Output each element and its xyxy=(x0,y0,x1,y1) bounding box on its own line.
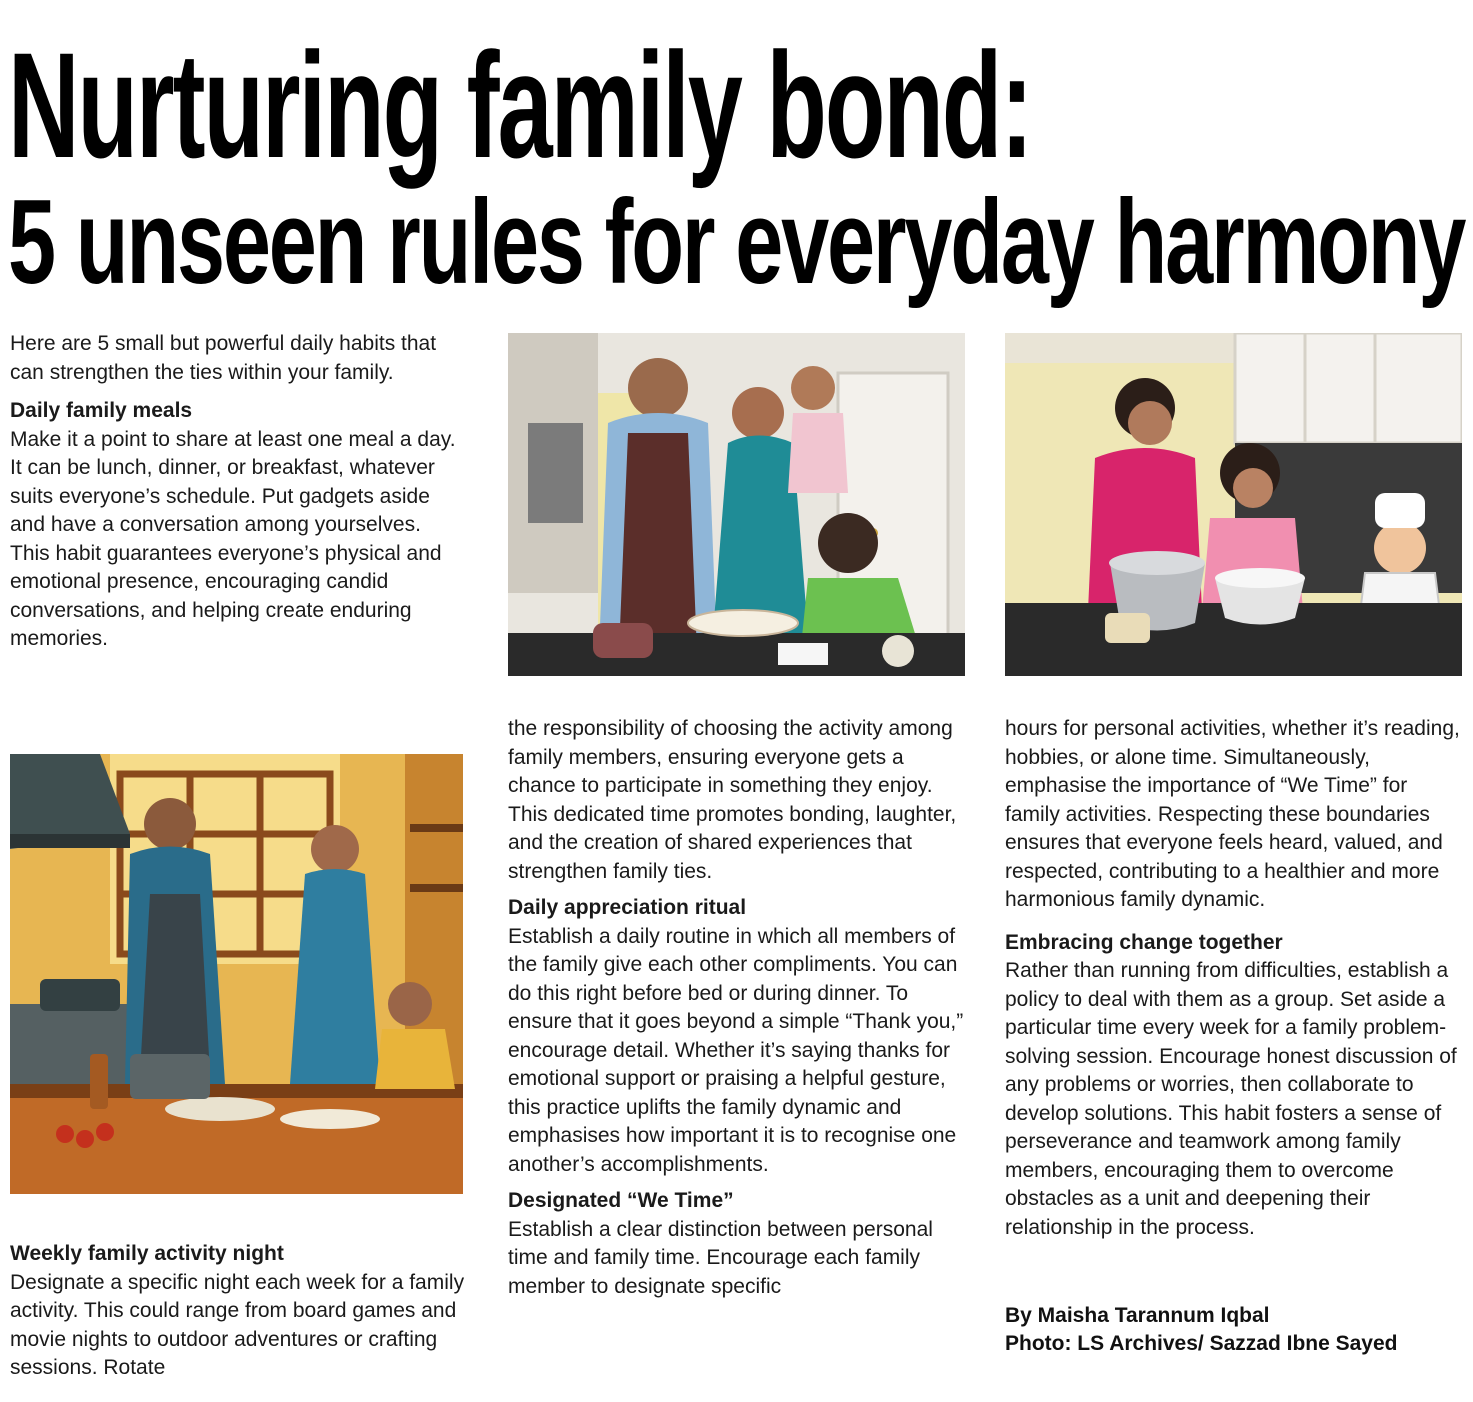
credits xyxy=(1005,1302,1398,1358)
baking-photo xyxy=(1005,333,1462,676)
byline: By Maisha Tarannum Iqbal xyxy=(1005,1304,1270,1327)
intro-text: Here are 5 small but powerful daily habits that can strengthen the ties within your family. xyxy=(10,332,437,384)
meals-body: Make it a point to share at least one meal a day. It can be lunch, dinner, or breakfast, whatever suits everyone’s schedule. Put gadgets aside and have a conversation among yourselves. This habit guarantees everyone’s physical and emotional presence, encouraging candid conversations, and helping create enduring memories. xyxy=(10,427,456,650)
family-kitchen-photo xyxy=(508,333,965,676)
headline-line-1: Nurturing family bond: xyxy=(8,21,1032,189)
headline-line-2: 5 unseen rules for everyday harmony xyxy=(8,175,1465,309)
column-3 xyxy=(1005,715,1465,1242)
change-body: Rather than running from difficulties, establish a policy to deal with them as a group. Set aside a particular time every week for a family problem-solving session. Encourage honest discussion of any problems or worries, then collaborate to develop solutions. This habit fosters a sense of perseverance and teamwork among family members, encouraging them to overcome obstacles as a unit and deepening their relationship in the process. xyxy=(1005,959,1457,1239)
activity-night-body-1: Designate a specific night each week for a family activity. This could range from board games and movie nights to outdoor adventures or crafting sessions. Rotate xyxy=(10,1270,465,1379)
appreciation-body: Establish a daily routine in which all members of the family give each other compliments. You can do this right before bed or during dinner. To ensure that it goes beyond a simple “Thank you,” encourage detail. Whether it’s saying thanks for emotional support or praising a helpful gesture, this practice uplifts the family dynamic and emphasises how important it is to recognise one another’s accomplishments. xyxy=(508,924,964,1176)
activity-night-body-2: the responsibility of choosing the activity among family members, ensuring everyone gets a chance to participate in something they enjoy. This dedicated time promotes bonding, laughter, and the creation of shared experiences that strengthen family ties. xyxy=(508,717,957,883)
meals-heading: Daily family meals xyxy=(10,399,193,422)
family-cooking-illustration xyxy=(10,754,463,1194)
column-1-bottom xyxy=(10,1240,465,1383)
we-time-body-1: Establish a clear distinction between personal time and family time. Encourage each family member to designate specific xyxy=(508,1217,933,1298)
change-heading: Embracing change together xyxy=(1005,930,1283,954)
we-time-heading: Designated “We Time” xyxy=(508,1189,734,1212)
column-1-top xyxy=(10,330,465,654)
appreciation-heading: Daily appreciation ritual xyxy=(508,896,747,919)
activity-night-heading: Weekly family activity night xyxy=(10,1242,284,1265)
we-time-body-2: hours for personal activities, whether it’s reading, hobbies, or alone time. Simultaneously, emphasise the importance of “We Time” for family activities. Respecting these boundaries ensures that everyone feels heard, valued, and respected, contributing to a healthier and more harmonious family dynamic. xyxy=(1005,717,1460,911)
column-2 xyxy=(508,715,968,1301)
photo-credit: Photo: LS Archives/ Sazzad Ibne Sayed xyxy=(1005,1332,1398,1355)
